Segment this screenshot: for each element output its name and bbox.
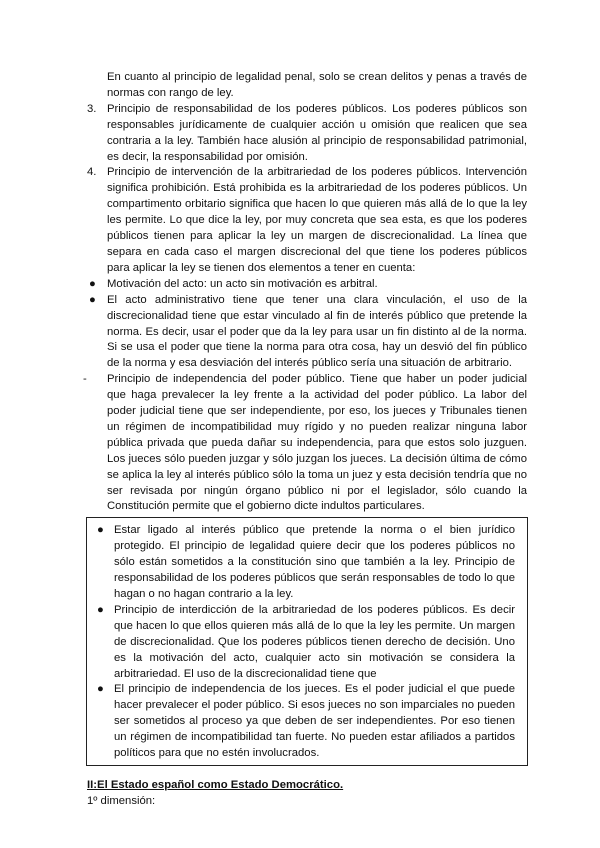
bullet-icon: ● [97, 603, 104, 616]
bullet-icon: ● [89, 277, 96, 290]
dash-item-text: Principio de independencia del poder público. Tiene que haber un poder judicial que haga prevalecer la ley frente a la actividad del poder público. La labor del poder judicial tiene que ser independiente, por eso, los jueces y Tribunales tienen un régimen de incompatibilidad muy rígido y no pueden realizar ninguna labor pública privada que pueda dañar su independencia, para que estos solo juzguen. Los jueces sólo pueden juzgar y sólo juzgan los jueces. La decisión última de cómo se aplica la ley al interés público sólo la toma un juez y esta decisión tendría que no ser revisada por ningún órgano público ni por el legislador, sólo cuando la Constitución permite que el gobierno dicte indultos particulares. [107, 373, 527, 513]
bullet-text: Motivación del acto: un acto sin motivación es arbitral. [107, 277, 378, 290]
summary-bullet-3 [87, 682, 515, 762]
summary-bullet-text: Principio de interdicción de la arbitrariedad de los poderes públicos. Es decir que hacen lo que ellos quieren más allá de lo que la ley les permite. Un margen de discrecionalidad. Que los poderes públicos tienen derecho de decisión. Uno es la motivación del acto, cualquier acto sin motivación se considera la arbitrariedad. El uso de la discrecionalidad tiene que [114, 603, 515, 680]
bullet-text: El acto administrativo tiene que tener una clara vinculación, el uso de la discrecionalidad tiene que estar vinculado al fin de interés público que pretende la norma. Es decir, usar el poder que da la ley para usar un fin distinto al de la norma. Si se usa el poder que tiene la norma para otra cosa, hay un desvió del fin público de la norma y esa desviación del interés público sería una situación de arbitrario. [107, 293, 527, 370]
summary-bullet-text: Estar ligado al interés público que pretende la norma o el bien jurídico protegido. El principio de legalidad quiere decir que los poderes públicos no sólo están sometidos a la constitución sino que también a la ley. Principio de responsabilidad de los poderes públicos que serán responsables de todo lo que hagan o no hagan contrario a la ley. [114, 524, 515, 600]
section-heading: II:El Estado español como Estado Democrático. [87, 778, 344, 791]
bullet-icon: ● [97, 683, 104, 696]
list-item-text: Principio de responsabilidad de los poderes públicos. Los poderes públicos son responsables jurídicamente de cualquier acción u omisión que realicen que sea contraria a la ley. También hace alusión al principio de responsabilidad patrimonial, es decir, la responsabilidad por omisión. [107, 102, 527, 163]
dash-item-independencia [83, 372, 527, 515]
dash-marker: - [83, 373, 87, 386]
numbered-item-4 [87, 165, 527, 276]
list-number: 3. [87, 102, 97, 115]
intro-paragraph: En cuanto al principio de legalidad penal, solo se crean delitos y penas a través de normas con rango de ley. [107, 71, 527, 99]
section-subheading: 1º dimensión: [87, 794, 156, 807]
summary-bullet-text: El principio de independencia de los jueces. Es el poder judicial el que puede hacer prevalecer el poder público. Si esos jueces no son imparciales no pueden ser sometidos al proceso ya que deben de ser independientes. Por eso tienen un régimen de incompatibilidad tan fuerte. No pueden estar afiliados a partidos políticos para que no estén involucrados. [114, 683, 515, 760]
bullet-icon: ● [89, 293, 96, 306]
list-item-text: Principio de intervención de la arbitrariedad de los poderes públicos. Intervención significa prohibición. Está prohibida es la arbitrariedad de los poderes públicos. Un compartimento orbitario significa que hacen lo que quieren más allá de lo que la ley les permite. Lo que dice la ley, por muy concreta que sea esta, es que los poderes públicos tienen para aplicar la ley un margen de discrecionalidad. La línea que separa en cada caso el margen discrecional del que tiene los poderes públicos para aplicar la ley se tienen dos elementos a tener en cuenta: [107, 166, 527, 274]
list-number: 4. [87, 166, 97, 179]
bullet-item-motivacion [87, 277, 527, 293]
summary-bullet-2 [87, 603, 515, 683]
summary-box [86, 517, 528, 766]
summary-bullet-1 [87, 523, 515, 603]
bullet-item-acto-administrativo [87, 293, 527, 373]
bullet-icon: ● [97, 524, 104, 537]
numbered-item-3 [87, 102, 527, 166]
document-body [83, 70, 527, 810]
